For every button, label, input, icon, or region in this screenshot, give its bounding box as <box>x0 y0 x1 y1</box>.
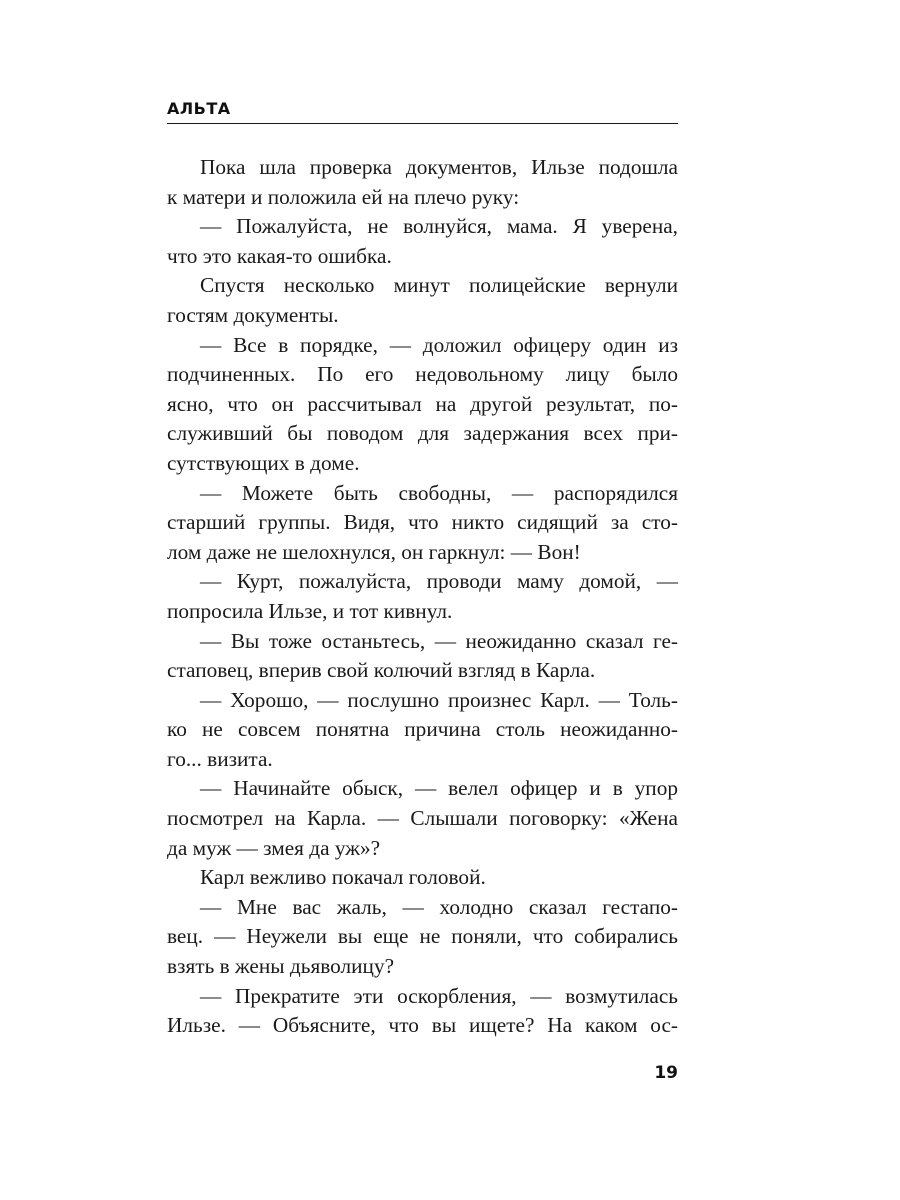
text-line: попросила Ильзе, и тот кивнул. <box>167 598 453 623</box>
text-line: вец. — Неужели вы еще не поняли, что собирались <box>167 924 678 949</box>
text-line: посмотрел на Карла. — Слышали поговорку: «Жена <box>167 806 678 831</box>
text-line: — Начинайте обыск, — велел офицер и в упор <box>200 776 678 801</box>
text-line: — Вы тоже останьтесь, — неожиданно сказал ге- <box>200 628 678 653</box>
text-line: что это какая-то ошибка. <box>167 243 392 268</box>
text-line: ясно, что он рассчитывал на другой результат, по- <box>167 391 678 416</box>
running-title: АЛЬТА <box>167 99 231 118</box>
text-line: к матери и положила ей на плечо руку: <box>167 184 520 209</box>
text-line: гостям документы. <box>167 302 339 327</box>
text-line: сутствующих в доме. <box>167 450 360 475</box>
text-line: — Все в порядке, — доложил офицеру один из <box>200 332 678 357</box>
text-line: служивший бы поводом для задержания всех при- <box>167 421 678 446</box>
text-line: — Мне вас жаль, — холодно сказал гестапо- <box>200 894 678 919</box>
running-header <box>167 96 678 124</box>
text-line: стаповец, вперив свой колючий взгляд в Карла. <box>167 658 596 683</box>
text-line: да муж — змея да уж»? <box>167 835 381 860</box>
text-line: ко не совсем понятна причина столь неожиданно- <box>167 717 678 742</box>
text-line: взять в жены дьяволицу? <box>167 954 395 979</box>
body-text <box>167 153 678 1041</box>
text-line: Спустя несколько минут полицейские вернули <box>200 273 678 298</box>
text-line: — Пожалуйста, не волнуйся, мама. Я уверена, <box>200 214 678 239</box>
text-line: Пока шла проверка документов, Ильзе подошла <box>200 155 678 179</box>
page-number: 19 <box>654 1063 678 1083</box>
text-line: — Хорошо, — послушно произнес Карл. — Толь- <box>200 687 678 712</box>
text-line: Ильзе. — Объясните, что вы ищете? На каком ос- <box>167 1013 678 1038</box>
text-line: лом даже не шелохнулся, он гаркнул: — Вон! <box>167 539 581 564</box>
text-line: — Прекратите эти оскорбления, — возмутилась <box>200 983 678 1008</box>
text-line: подчиненных. По его недовольному лицу было <box>167 362 678 387</box>
text-line: старший группы. Видя, что никто сидящий за сто- <box>167 510 678 535</box>
text-line: — Можете быть свободны, — распорядился <box>200 480 678 505</box>
text-line: Карл вежливо покачал головой. <box>200 865 486 890</box>
text-line: го... визита. <box>167 746 273 771</box>
text-line: — Курт, пожалуйста, проводи маму домой, — <box>200 569 678 594</box>
